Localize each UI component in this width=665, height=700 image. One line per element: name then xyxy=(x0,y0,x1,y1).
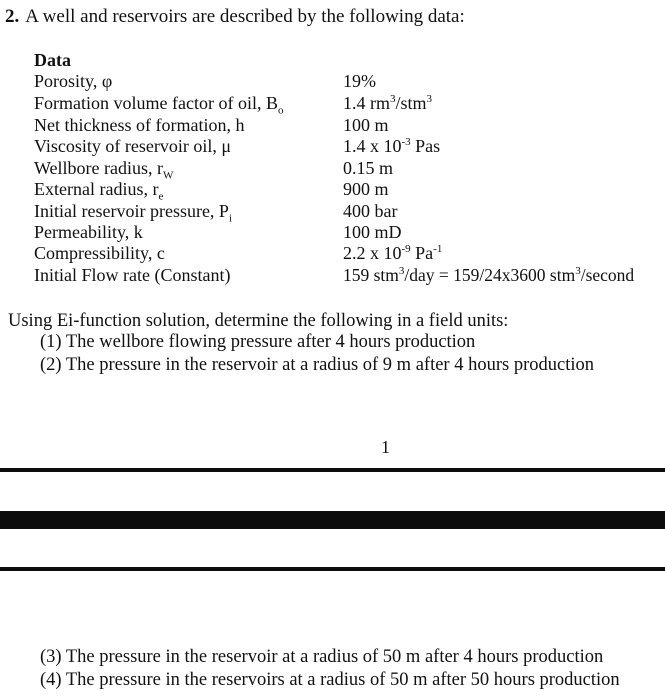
row-label-external-radius: External radius, $r_e$ xyxy=(34,179,164,203)
page-divider-top xyxy=(0,468,665,472)
row-label-thickness: Net thickness of formation, h xyxy=(34,115,245,135)
instruction-text: Using Ei-function solution, determine the following in a field units: xyxy=(8,311,509,331)
row-label-wellbore-radius: Wellbore radius, $r_W$ xyxy=(34,158,174,182)
row-value-thickness: 100 m xyxy=(343,115,389,135)
question-item-1: (1) The wellbore flowing pressure after 4 hours production xyxy=(40,332,476,352)
question-item-3: (3) The pressure in the reservoir at a radius of 50 m after 4 hours production xyxy=(40,647,604,667)
row-value-flow-rate: 159 stm$^3$/day = 159/24x3600 stm$^3$/second xyxy=(343,265,635,285)
row-value-permeability: 100 mD xyxy=(343,222,402,242)
row-label-fvf: Formation volume factor of oil, $B_o$ xyxy=(34,93,284,117)
page-divider-bottom xyxy=(0,567,665,571)
row-label-viscosity: Viscosity of reservoir oil, μ xyxy=(34,136,232,156)
question-item-2: (2) The pressure in the reservoir at a radius of 9 m after 4 hours production xyxy=(40,355,594,375)
page-gap-band xyxy=(0,511,665,529)
question-text: A well and reservoirs are described by the following data: xyxy=(25,6,465,27)
row-value-external-radius: 900 m xyxy=(343,179,389,199)
row-value-porosity: 19% xyxy=(343,71,376,91)
question-title xyxy=(5,6,465,28)
row-label-porosity: Porosity, φ xyxy=(34,71,113,91)
row-value-viscosity: 1.4 x $10^{-3}$ Pas xyxy=(343,136,441,156)
question-item-4: (4) The pressure in the reservoirs at a radius of 50 m after 50 hours production xyxy=(40,670,620,690)
row-value-wellbore-radius: 0.15 m xyxy=(343,158,394,178)
data-heading: Data xyxy=(34,50,71,70)
row-value-compressibility: 2.2 x $10^{-9}$ $Pa^{-1}$ xyxy=(343,243,443,263)
row-label-compressibility: Compressibility, c xyxy=(34,243,165,263)
row-label-flow-rate: Initial Flow rate (Constant) xyxy=(34,265,231,285)
question-number: 2. xyxy=(5,6,20,27)
row-label-initial-pressure: Initial reservoir pressure, $P_i$ xyxy=(34,201,233,225)
row-label-permeability: Permeability, k xyxy=(34,222,143,242)
row-value-fvf: 1.4 $rm^3/stm^3$ xyxy=(343,93,433,113)
page-number: 1 xyxy=(381,437,390,457)
row-value-initial-pressure: 400 bar xyxy=(343,201,398,221)
